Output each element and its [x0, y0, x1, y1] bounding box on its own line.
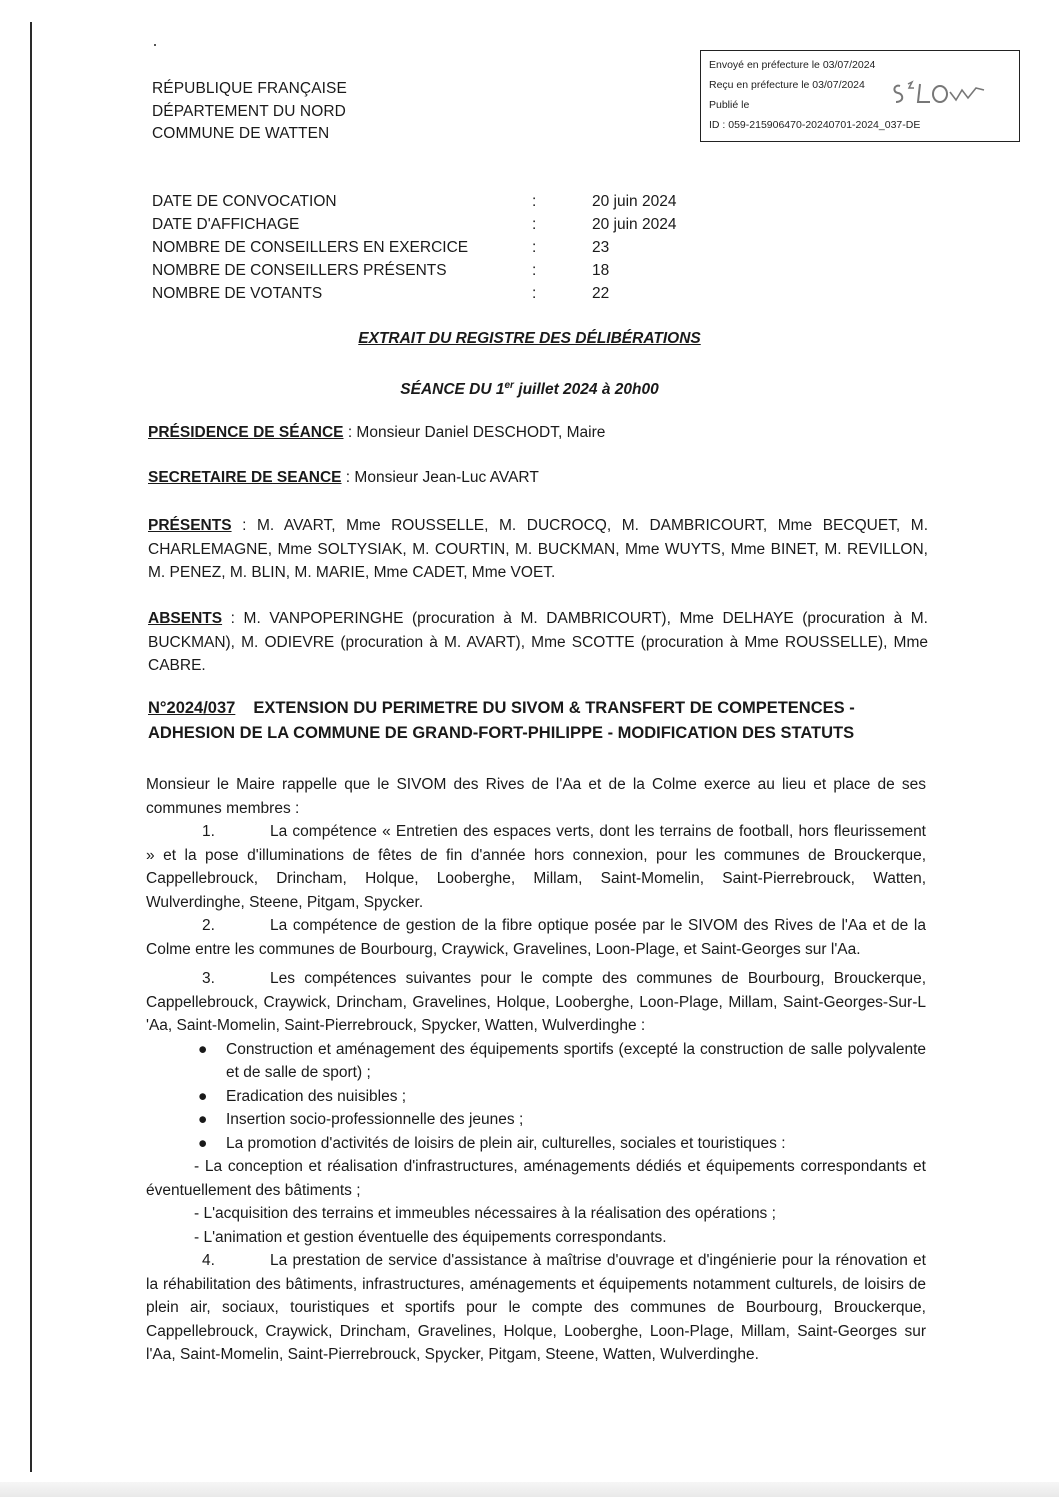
bullet-text: Construction et aménagement des équipements sportifs (excepté la construction de salle polyvalente et de salle de sport) ; — [226, 1040, 926, 1081]
fact-value: 20 juin 2024 — [592, 216, 677, 233]
fact-colon: : — [532, 262, 537, 279]
fact-value: 18 — [592, 262, 610, 279]
secretaire-label: SECRETAIRE DE SEANCE — [148, 469, 342, 486]
registry-title-text: EXTRAIT DU REGISTRE DES DÉLIBÉRATIONS — [358, 330, 701, 347]
seance-title — [0, 380, 1059, 399]
dash-item: - La conception et réalisation d'infrastructures, aménagements dédiés et équipements correspondants et éventuellement des bâtiments ; — [146, 1158, 926, 1199]
dash-item: - L'acquisition des terrains et immeubles nécessaires à la réalisation des opérations ; — [194, 1205, 776, 1222]
bullet-text: La promotion d'activités de loisirs de plein air, culturelles, sociales et touristiques : — [226, 1134, 786, 1152]
item-text: Les compétences suivantes pour le compte des communes de Bourbourg, Brouckerque, Cappellebrouck, Craywick, Drincham, Gravelines, Holque, Looberghe, Loon-Plage, Millam, Saint-Georges-Sur-L 'Aa, Saint-Momelin, Saint-Pierrebrouck, Spycker, Watten, Wulverdinghe : — [146, 970, 926, 1034]
resolution-heading — [148, 696, 938, 746]
bullet-dot-icon: ● — [198, 1040, 208, 1058]
stamp-sent: Envoyé en préfecture le 03/07/2024 — [709, 59, 876, 71]
scan-speck — [154, 44, 156, 46]
presidence-line — [148, 421, 928, 445]
resolution-title-line1: EXTENSION DU PERIMETRE DU SIVOM & TRANSFERT DE COMPETENCES - — [253, 699, 855, 717]
item-text: La prestation de service d'assistance à maîtrise d'ouvrage et d'ingénierie pour la rénovation et la réhabilitation des bâtiments, infrastructures, aménagements et équipements notamment culturels, de loisirs de plein air, sociaux, touristiques et sportifs pour le compte des communes de Bourbourg, Brouckerque, Cappellebrouck, Craywick, Drincham, Gravelines, Holque, Looberghe, Loon-Plage, Millam, Saint-Georges sur l'Aa, Saint-Momelin, Saint-Pierrebrouck, Spycker, Pitgam, Steene, Watten, Wulverdinghe. — [146, 1252, 926, 1363]
absents-label: ABSENTS — [148, 610, 223, 627]
resolution-number: N°2024/037 — [148, 699, 236, 717]
bullet-dot-icon: ● — [198, 1087, 208, 1105]
fact-label: NOMBRE DE VOTANTS — [152, 285, 323, 302]
stamp-id: ID : 059-215906470-20240701-2024_037-DE — [709, 119, 921, 131]
fact-label: NOMBRE DE CONSEILLERS PRÉSENTS — [152, 262, 447, 279]
bullet-text: Insertion socio-professionnelle des jeunes ; — [226, 1111, 524, 1128]
item-text: La compétence de gestion de la fibre optique posée par le SIVOM des Rives de l'Aa et de la Colme entre les communes de Bourbourg, Craywick, Gravelines, Loon-Plage, et Saint-Georges sur l'Aa. — [146, 917, 926, 958]
fact-row — [152, 259, 676, 282]
fact-label: DATE D'AFFICHAGE — [152, 216, 300, 233]
bullet-item — [146, 1132, 926, 1156]
item-number: 2. — [202, 917, 215, 934]
header-commune: COMMUNE DE WATTEN — [152, 125, 330, 142]
presents-paragraph — [148, 514, 928, 585]
bullet-item — [146, 1085, 926, 1109]
stamp-received: Reçu en préfecture le 03/07/2024 — [709, 79, 865, 91]
fact-colon: : — [532, 193, 537, 210]
bullet-dot-icon: ● — [198, 1134, 208, 1152]
scan-edge-line — [30, 22, 32, 1472]
meeting-facts — [152, 190, 676, 305]
seance-title-a: SÉANCE DU 1 — [400, 381, 505, 399]
stamp-published: Publié le — [709, 99, 750, 111]
secretaire-line — [148, 466, 928, 490]
presents-text: : M. AVART, Mme ROUSSELLE, M. DUCROCQ, M. DAMBRICOURT, Mme BECQUET, M. CHARLEMAGNE, Mme SOLTYSIAK, M. COURTIN, M. BUCKMAN, Mme WUYTS, Mme BINET, M. REVILLON, M. PENEZ, M. BLIN, M. MARIE, Mme CADET, Mme VOET. — [148, 517, 928, 581]
bullet-item — [146, 1108, 926, 1132]
fact-row — [152, 213, 676, 236]
list-item-4 — [146, 1249, 926, 1367]
fact-value: 20 juin 2024 — [592, 193, 677, 210]
fact-colon: : — [532, 285, 537, 302]
registry-title — [0, 330, 1059, 348]
list-item-2 — [146, 914, 926, 961]
bullet-dot-icon: ● — [198, 1111, 208, 1128]
fact-row — [152, 236, 676, 259]
fact-colon: : — [532, 216, 537, 233]
item-number: 3. — [202, 970, 215, 987]
item-number: 1. — [202, 823, 215, 840]
presents-label: PRÉSENTS — [148, 517, 232, 534]
fact-label: NOMBRE DE CONSEILLERS EN EXERCICE — [152, 239, 469, 256]
seance-title-b: juillet 2024 à 20h00 — [513, 381, 659, 399]
document-header — [152, 78, 347, 146]
scan-bottom-edge — [0, 1482, 1059, 1497]
bullet-item — [146, 1038, 926, 1085]
fact-label: DATE DE CONVOCATION — [152, 193, 337, 210]
absents-text: : M. VANPOPERINGHE (procuration à M. DAMBRICOURT), Mme DELHAYE (procuration à M. BUCKMAN), M. ODIEVRE (procuration à M. AVART), Mme SCOTTE (procuration à Mme ROUSSELLE), Mme CABRE. — [148, 610, 928, 674]
presidence-text: : Monsieur Daniel DESCHODT, Maire — [343, 424, 606, 441]
secretaire-text: : Monsieur Jean-Luc AVART — [341, 469, 539, 486]
item-text: La compétence « Entretien des espaces verts, dont les terrains de football, hors fleurissement » et la pose d'illuminations de fêtes de fin d'année hors connexion, pour les communes de Brouckerque, Cappellebrouck, Drincham, Holque, Looberghe, Millam, Saint-Momelin, Saint-Pierrebrouck, Watten, Wulverdinghe, Steene, Pitgam, Spycker. — [146, 823, 926, 911]
list-item-3 — [146, 967, 926, 1038]
dash-item: - L'animation et gestion éventuelle des équipements correspondants. — [194, 1228, 667, 1246]
bullet-text: Eradication des nuisibles ; — [226, 1087, 407, 1105]
fact-value: 23 — [592, 239, 610, 256]
fact-colon: : — [532, 239, 537, 256]
absents-paragraph — [148, 607, 928, 678]
seance-title-sup: er — [504, 380, 514, 391]
body-intro: Monsieur le Maire rappelle que le SIVOM des Rives de l'Aa et de la Colme exerce au lieu et place de ses communes membres : — [146, 776, 926, 817]
resolution-title-line2: ADHESION DE LA COMMUNE DE GRAND-FORT-PHILIPPE - MODIFICATION DES STATUTS — [148, 724, 855, 742]
fact-row — [152, 282, 676, 305]
presidence-label: PRÉSIDENCE DE SÉANCE — [148, 424, 344, 441]
header-republic: RÉPUBLIQUE FRANÇAISE — [152, 80, 347, 97]
fact-row — [152, 190, 676, 213]
deliberation-body — [146, 773, 926, 1367]
s2lo-signature-icon — [890, 78, 990, 108]
item-number: 4. — [202, 1252, 215, 1269]
list-item-1 — [146, 820, 926, 914]
header-department: DÉPARTEMENT DU NORD — [152, 102, 346, 120]
fact-value: 22 — [592, 285, 610, 302]
